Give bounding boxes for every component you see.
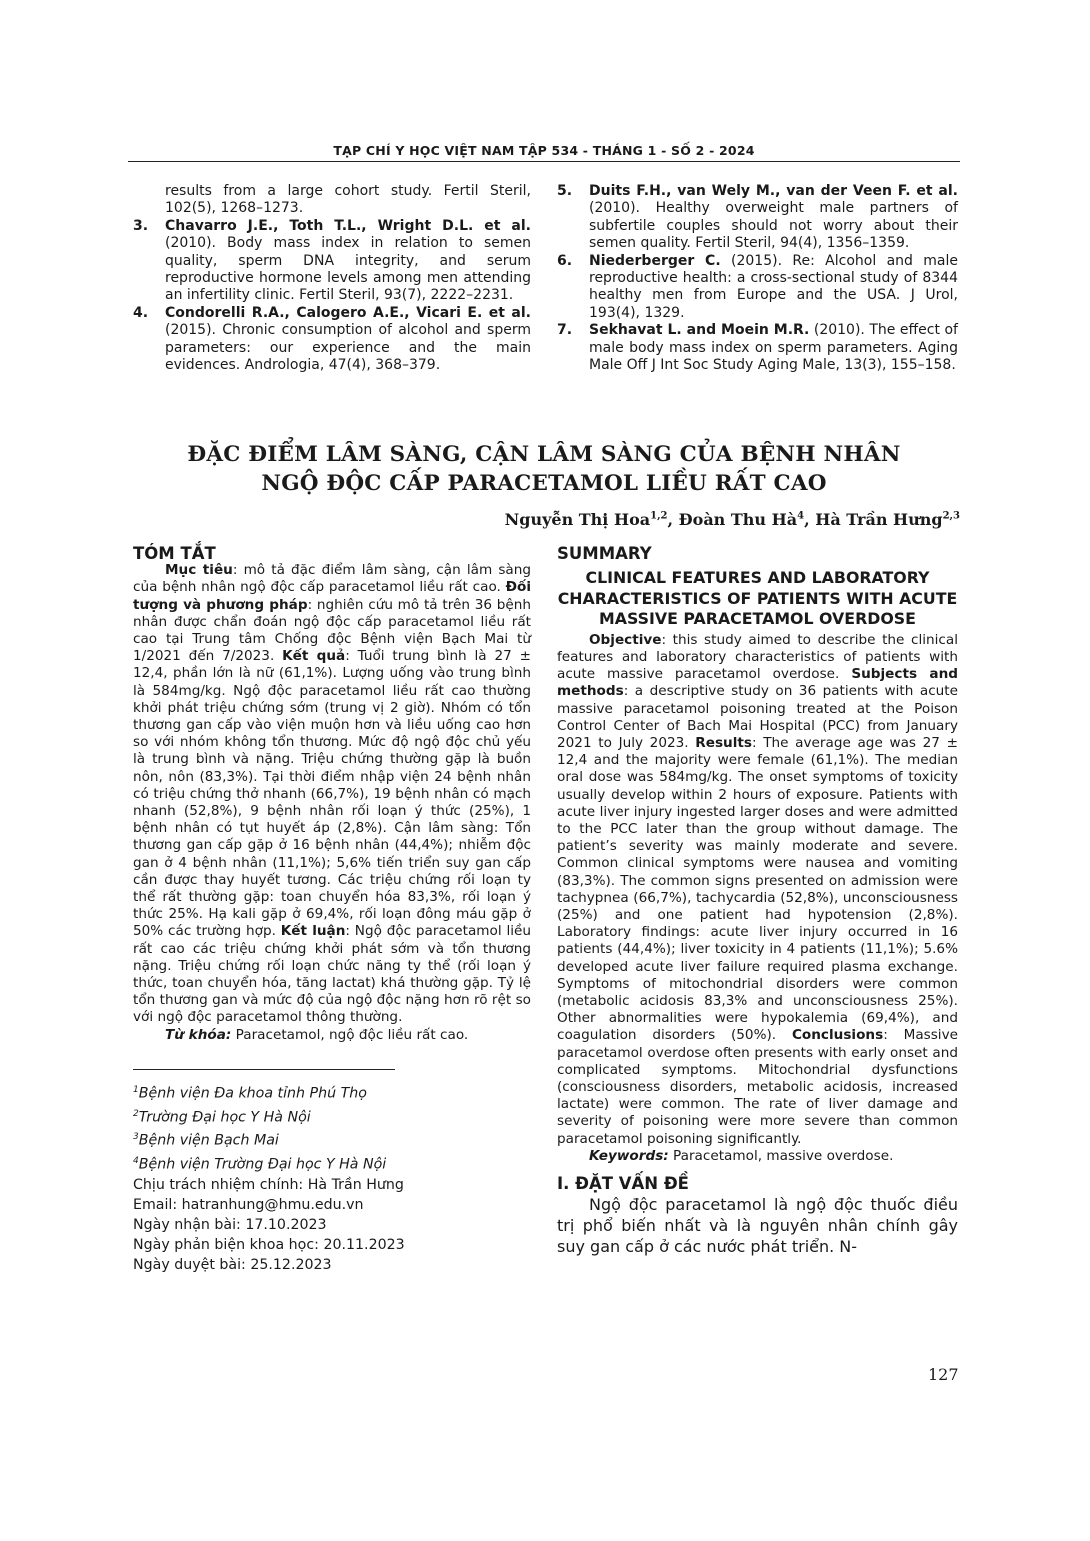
keywords-label: Từ khóa:	[165, 1026, 232, 1043]
affiliation-footnote	[133, 1127, 531, 1151]
objective-text: : this study aimed to describe the clinical features and laboratory characteristics of patients with acute massive paracetamol overdose.	[557, 631, 958, 683]
affiliation-footnote	[133, 1080, 531, 1104]
methods-text: : nghiên cứu mô tả trên 36 bệnh nhân được chẩn đoán ngộ độc cấp paracetamol liều rất cao tại Trung tâm Chống độc Bệnh viện Bạch Mai từ 1/2021 đến 7/2023.	[133, 596, 531, 665]
page-number: 127	[928, 1365, 959, 1384]
author-list	[505, 510, 960, 529]
reference-authors: Sekhavat L. and Moein M.R.	[589, 322, 810, 339]
received-date: Ngày nhận bài: 17.10.2023	[133, 1216, 327, 1233]
reference-number: 6.	[557, 252, 573, 269]
affiliation-footnote	[133, 1151, 531, 1175]
author-name: Đoàn Thu Hà	[678, 510, 798, 529]
reference-continuation: results from a large cohort study. Fertil Steril, 102(5), 1268–1273.	[165, 183, 531, 217]
abstract-heading: TÓM TẮT	[133, 544, 216, 563]
reference-number: 4.	[133, 304, 149, 321]
results-label: Kết quả	[282, 648, 346, 665]
reference-item	[133, 218, 531, 305]
reference-authors: Condorelli R.A., Calogero A.E., Vicari E. et al.	[165, 304, 531, 321]
results-text: : Tuổi trung bình là 27 ± 12,4, phần lớn là nữ (61,1%). Lượng uống vào trung bình là 584mg/kg. Ngộ độc paracetamol liều rất cao thường khởi phát triệu chứng sớm (trung vị 2 giờ). Nhóm có tổn thương gan cấp vào viện muộn hơn và liều uống cao hơn so với nhóm không tổn thương. Mức độ ngộ độc chủ yếu là trung bình và nặng. Triệu chứng thường gặp là buồn nôn, nôn (83,3%). Tại thời điểm nhập viện 24 bệnh nhân có triệu chứng thở nhanh (66,7%), 19 bệnh nhân có mạch nhanh (52,8%), 9 bệnh nhân rối loạn ý thức (25%), 1 bệnh nhân có tụt huyết áp (2,8%). Cận lâm sàng: Tổn thương gan cấp gặp ở 16 bệnh nhân (44,4%); nhiễm độc gan ở 4 bệnh nhân (11,1%); 5,6% tiến triển suy gan cấp cần được thay huyết tương. Các triệu chứng rối loạn ty thể rất thường gặp: toan chuyển hóa 83,3%, rối loạn ý thức 25%. Hạ kali gặp ở 69,4%, rối loạn đông máu gặp ở 50% các trường hợp.	[133, 648, 531, 940]
reference-authors: Duits F.H., van Wely M., van der Veen F. et al.	[589, 183, 958, 199]
summary-english-column	[557, 545, 958, 1257]
author-name: Nguyễn Thị Hoa	[504, 510, 651, 529]
footnote-marker: 1	[133, 1084, 139, 1095]
references-left-column	[133, 183, 531, 374]
corresponding-author: Chịu trách nhiệm chính: Hà Trần Hưng	[133, 1176, 404, 1193]
references-right-column	[557, 183, 958, 374]
conclusion-label: Conclusions	[791, 1027, 884, 1044]
author-separator: ,	[804, 510, 816, 529]
reference-text: (2010). Healthy overweight male partners of subfertile couples should not worry about their semen quality. Fertil Steril, 94(4), 1356–1359.	[589, 200, 958, 252]
conclusion-text: : Massive paracetamol overdose often presents with early onset and complicated symptoms. Mitochondrial dysfunctions (consciousness disorders, metabolic acidosis, increased lactate) were common. The rate of liver damage and severity of poisoning were more severe than common paracetamol poisoning significantly.	[557, 1027, 958, 1147]
methods-text: : a descriptive study on 36 patients with acute massive paracetamol poisoning treated at the Poison Control Center of Bach Mai Hospital (PCC) from January 2021 to July 2023.	[557, 683, 958, 751]
article-title	[128, 440, 960, 498]
reviewed-date: Ngày phản biện khoa học: 20.11.2023	[133, 1236, 405, 1253]
reference-number: 5.	[557, 183, 573, 199]
reference-text: (2010). The effect of male body mass index on sperm parameters. Aging Male Off J Int Soc Study Aging Male, 13(3), 155–158.	[589, 322, 958, 374]
conclusion-text: : Ngộ độc paracetamol liều rất cao các triệu chứng khởi phát sớm và tổn thương nặng. Triệu chứng rối loạn chức năng ty thể (rối loạn ý thức, toan chuyển hóa, tăng lactat) khá thường gặp. Tỷ lệ tổn thương gan và mức độ của ngộ độc nặng hơn rõ rệt so với ngộ độc paracetamol thông thường.	[133, 923, 531, 1026]
abstract-vietnamese-column	[133, 545, 531, 1275]
author-affiliation: 1,2	[650, 510, 668, 522]
keywords-line	[133, 1027, 531, 1044]
reference-number: 3.	[133, 217, 149, 234]
methods-label: Subjects and methods	[557, 666, 958, 700]
summary-paragraph	[557, 632, 958, 1148]
footnote-marker: 4	[133, 1156, 139, 1167]
author-affiliation: 4	[797, 510, 805, 522]
footnote-text: Bệnh viện Trường Đại học Y Hà Nội	[138, 1156, 387, 1173]
keywords-line	[557, 1148, 958, 1165]
email-line: Email: hatranhung@hmu.edu.vn	[133, 1196, 364, 1213]
author-affiliation: 2,3	[942, 510, 960, 522]
author-name: Hà Trần Hưng	[815, 510, 943, 529]
author-separator: ,	[667, 510, 679, 529]
introduction-heading: I. ĐẶT VẤN ĐỀ	[557, 1174, 689, 1193]
reference-item	[557, 322, 958, 374]
footnote-text: Trường Đại học Y Hà Nội	[138, 1109, 311, 1126]
objective-label: Objective	[589, 631, 662, 648]
article-title-line-1: ĐẶC ĐIỂM LÂM SÀNG, CẬN LÂM SÀNG CỦA BỆNH NHÂN	[187, 442, 901, 467]
reference-authors: Niederberger C.	[589, 252, 721, 269]
abstract-paragraph	[133, 562, 531, 1026]
summary-title: CLINICAL FEATURES AND LABORATORY CHARACTERISTICS OF PATIENTS WITH ACUTE MASSIVE PARACETAMOL OVERDOSE	[557, 568, 958, 629]
introduction-paragraph: Ngộ độc paracetamol là ngộ độc thuốc điều trị phổ biến nhất và là nguyên nhân chính gây suy gan cấp ở các nước phát triển. N-	[557, 1195, 958, 1257]
journal-header: TẠP CHÍ Y HỌC VIỆT NAM TẬP 534 - THÁNG 1 - SỐ 2 - 2024	[128, 143, 960, 162]
affiliation-footnote	[133, 1104, 531, 1128]
keywords-label: Keywords:	[589, 1147, 669, 1164]
methods-label: Đối tượng và phương pháp	[133, 579, 531, 613]
reference-number: 7.	[557, 322, 573, 339]
footnote-marker: 3	[133, 1132, 139, 1143]
article-title-line-2: NGỘ ĐỘC CẤP PARACETAMOL LIỀU RẤT CAO	[261, 471, 827, 496]
objective-text: : mô tả đặc điểm lâm sàng, cận lâm sàng của bệnh nhân ngộ độc cấp paracetamol liều rất cao.	[133, 562, 531, 596]
summary-heading: SUMMARY	[557, 544, 652, 563]
reference-item	[557, 183, 958, 253]
reference-text: (2015). Re: Alcohol and male reproductive health: a cross-sectional study of 8344 healthy men from Europe and the USA. J Urol, 193(4), 1329.	[589, 252, 958, 321]
footnote-text: Bệnh viện Đa khoa tỉnh Phú Thọ	[138, 1085, 367, 1102]
footnote-marker: 2	[133, 1108, 139, 1119]
conclusion-label: Kết luận	[280, 923, 346, 940]
results-text: : The average age was 27 ± 12,4 and the majority were female (61,1%). The median oral dose was 584mg/kg. The onset symptoms of toxicity usually develop within 2 hours of exposure. Patients with acute liver injury ingested larger doses and were admitted to the PCC later than the group without damage. The patient’s severity was mainly moderate and severe. Common clinical symptoms were nausea and vomiting (83,3%). The common signs presented on admission were tachypnea (66,7%), tachycardia (52,8%), unconsciousness (25%) and one patient had hypotension (2,8%). Laboratory findings: acute liver injury occurred in 16 patients (44,4%); liver toxicity in 4 patients (11,1%); 5.6% developed acute liver failure required plasma exchange. Symptoms of mitochondrial disorders were common (metabolic acidosis 83,3% and unconsciousness 25%). Other abnormalities were hypokalemia (69,4%), and coagulation disorders (50%).	[557, 734, 959, 1044]
results-label: Results	[695, 734, 752, 751]
reference-item	[133, 305, 531, 375]
reference-text: (2015). Chronic consumption of alcohol and sperm parameters: our experience and the main evidences. Andrologia, 47(4), 368–379.	[165, 322, 531, 374]
keywords-text: Paracetamol, ngộ độc liều rất cao.	[231, 1026, 469, 1043]
keywords-text: Paracetamol, massive overdose.	[668, 1147, 894, 1164]
footnote-text: Bệnh viện Bạch Mai	[138, 1133, 279, 1150]
footnote-divider	[133, 1069, 395, 1070]
reference-item	[557, 253, 958, 323]
accepted-date: Ngày duyệt bài: 25.12.2023	[133, 1256, 332, 1273]
objective-label: Mục tiêu	[165, 562, 233, 579]
reference-text: (2010). Body mass index in relation to semen quality, sperm DNA integrity, and serum reproductive hormone levels among men attending an infertility clinic. Fertil Steril, 93(7), 2222–2231.	[165, 235, 531, 304]
reference-authors: Chavarro J.E., Toth T.L., Wright D.L. et al.	[165, 217, 531, 234]
